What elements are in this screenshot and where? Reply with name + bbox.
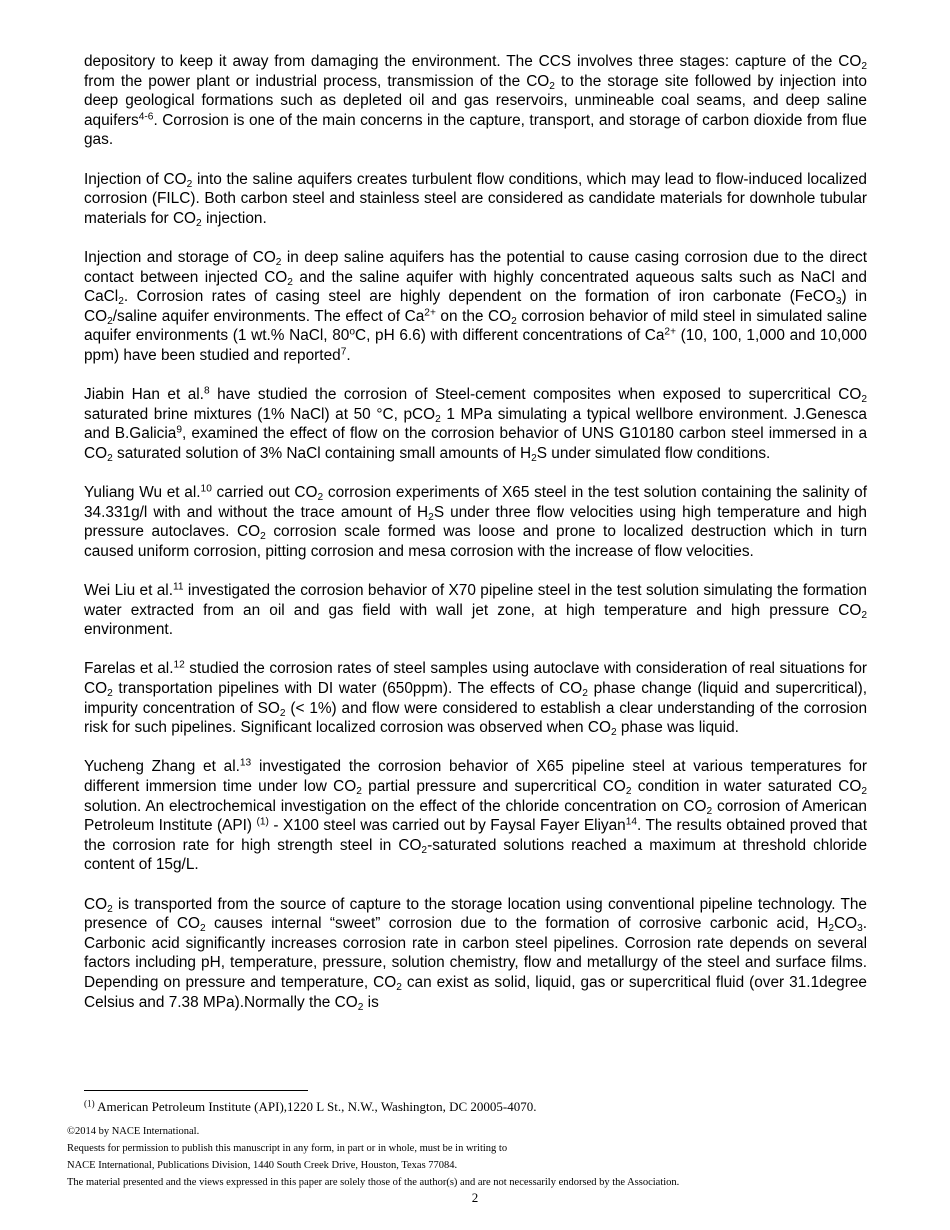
subscript: 2 [107,687,113,699]
text-run: can exist as solid, liquid, gas or supercritical fluid (over 31.1degree Celsius and 7.38 MPa).Normally the CO [84,973,867,1011]
text-run: Injection and storage of CO [84,248,276,266]
text-run: (< 1%) and flow were considered to establish a clear understanding of the corrosion risk for such pipelines. Significant localized corrosion was observed when CO [84,699,868,737]
text-run: investigated the corrosion behavior of X65 pipeline steel at various temperatures for different immersion time under low CO [84,758,867,795]
text-run: Yucheng Zhang et al. [84,758,240,776]
text-run: Injection of CO [84,170,187,188]
text-run: transportation pipelines with DI water (650ppm). The effects of CO [112,680,583,697]
subscript: 3 [835,295,842,307]
superscript: 7 [340,346,347,358]
paragraph-saline-aquifer-casing [84,248,867,366]
text-run: . Corrosion is one of the main concerns in the capture, transport, and storage of carbon dioxide from flue gas. [84,111,867,149]
subscript: 2 [861,60,867,72]
text-run: saturated solution of 3% NaCl containing small amounts of H [112,444,532,462]
subscript: 2 [549,80,555,92]
subscript: 2 [196,217,202,229]
subscript: 2 [107,903,113,915]
paragraph-wu [84,483,867,561]
superscript: 2+ [424,307,436,319]
text-run: Farelas et al. [84,660,174,678]
subscript: 2 [356,785,362,797]
text-run: . Carbonic acid significantly increases corrosion rate in carbon steel pipelines. Corrosion rate depends on several factors including pH, temperature, pressure, solution chemistry, flow and metallurgy of the steel and surface films. Depending on pressure and temperature, CO [84,915,868,991]
subscript: 2 [828,922,834,934]
text-run: ) in CO [84,288,867,325]
superscript: 8 [203,385,210,397]
text-run: environment. [84,621,173,639]
paragraph-liu [84,581,867,640]
superscript: 2+ [664,326,677,338]
text-run: to the storage site followed by injection into deep geological formations such as depleted oil and gas reservoirs, unmineable coal seams, and deep saline aquifers [84,72,867,129]
subscript: 2 [531,452,537,464]
text-run: studied the corrosion rates of steel samples using autoclave with consideration of real situations for CO [84,660,868,697]
text-run: causes internal “sweet” corrosion due to the formation of corrosive carbonic acid, H [205,915,829,933]
footnote-marker: (1) [84,1098,95,1109]
text-run: corrosion of American Petroleum Institute (API) [84,797,867,835]
text-run: is transported from the source of capture to the storage location using conventional pipeline technology. The presence of CO [84,895,867,933]
footnote-divider [84,1090,308,1091]
subscript: 2 [107,315,113,327]
subscript: 2 [118,295,124,307]
superscript: 11 [173,581,184,593]
text-run: is [363,993,379,1011]
text-run: phase was liquid. [616,719,739,737]
subscript: 2 [186,178,193,190]
subscript: 2 [861,785,867,797]
superscript: 12 [173,659,185,671]
superscript: 13 [239,757,252,769]
subscript: 2 [107,452,113,464]
text-run: . The results obtained proved that the corrosion rate for high strength steel in CO [84,817,867,854]
subscript: 2 [275,256,282,268]
text-run: carried out CO [211,484,318,502]
text-run: CO [833,915,858,933]
text-run: CO [84,895,108,913]
paragraph-flow-induced-corrosion [84,170,867,229]
superscript: 10 [200,483,212,495]
text-run: in deep saline aquifers has the potential to cause casing corrosion due to the direct contact between injected CO [84,248,867,286]
subscript: 2 [421,844,428,856]
subscript: 2 [428,511,434,523]
subscript: 2 [861,609,867,621]
subscript: 2 [396,981,402,993]
subscript: 2 [511,315,517,327]
body-text [84,52,867,1032]
subscript: 2 [582,687,588,699]
subscript: 2 [610,727,617,739]
text-run: phase change (liquid and supercritical), impurity concentration of SO [84,680,867,717]
subscript: 2 [317,491,324,503]
paragraph-farelas [84,659,867,737]
subscript: 2 [260,531,266,543]
text-run: Jiabin Han et al. [84,386,204,404]
text-run: (10, 100, 1,000 and 10,000 ppm) have been studied and reported [84,327,867,364]
subscript: 2 [706,805,713,817]
paragraph-ccs-stages [84,52,867,150]
text-run: from the power plant or industrial process, transmission of the CO [84,72,550,90]
footnote [84,1099,537,1115]
text-run: injection. [201,209,267,227]
text-run: S under three flow velocities using high temperature and high pressure autoclaves. CO [84,503,867,541]
superscript: (1) [256,816,269,828]
text-run: condition in water saturated CO [631,777,862,795]
text-run: Yuliang Wu et al. [84,484,201,502]
subscript: 2 [861,393,867,405]
text-run: solution. An electrochemical investigation on the effect of the chloride concentration on CO [84,797,707,815]
text-run: S under simulated flow conditions. [536,444,771,462]
text-run: . [346,346,351,364]
disclaimer-line: The material presented and the views expressed in this paper are solely those of the author(s) and are not necessarily endorsed by the Association. [67,1177,680,1188]
subscript: 2 [625,785,632,797]
subscript: 2 [357,1001,364,1013]
text-run: -saturated solutions reached a maximum at threshold chloride content of 15g/L. [84,836,867,874]
subscript: 2 [279,707,286,719]
copyright-notice [67,1123,679,1191]
superscript: o [349,326,355,338]
text-run: 1 MPa simulating a typical wellbore environment. J.Genesca and B.Galicia [84,405,867,443]
text-run: on the CO [435,307,512,325]
text-run: and the saline aquifer with highly concentrated aqueous salts such as NaCl and CaCl [84,268,867,306]
text-run: , examined the effect of flow on the corrosion behavior of UNS G10180 carbon steel immersed in a CO [84,425,868,462]
page-number: 2 [471,1190,479,1205]
subscript: 2 [435,413,441,425]
text-run: saturated brine mixtures (1% NaCl) at 50 °C, pCO [84,405,436,423]
text-run: depository to keep it away from damaging the environment. The CCS involves three stages: capture of the CO [84,53,862,70]
superscript: 14 [625,816,638,828]
paragraph-han-genesca [84,385,867,463]
text-run: have studied the corrosion of Steel-cement composites when exposed to supercritical CO [209,386,862,404]
subscript: 2 [287,276,293,288]
text-run: /saline aquifer environments. The effect of Ca [112,307,425,325]
permission-line: Requests for permission to publish this manuscript in any form, in part or in whole, must be in writing to [67,1143,508,1154]
copyright-line: ©2014 by NACE International. [67,1126,200,1137]
text-run: into the saline aquifers creates turbulent flow conditions, which may lead to flow-induced localized corrosion (FILC). Both carbon steel and stainless steel are considered as candidate materials for downhole tubular materials for CO [84,170,867,227]
subscript: 3 [857,922,863,934]
text-run: corrosion experiments of X65 steel in the test solution containing the salinity of 34.331g/l with and without the trace amount of H [84,484,867,521]
superscript: 4-6 [138,111,154,123]
text-run: C, pH 6.6) with different concentrations of Ca [354,327,665,345]
text-run: corrosion behavior of mild steel in simulated saline aquifer environments (1 wt.% NaCl, 80 [84,307,868,345]
paragraph-zhang-eliyan [84,757,867,875]
superscript: 9 [176,424,183,436]
paragraph-co2-transport [84,895,867,1013]
subscript: 2 [199,922,206,934]
text-run: - X100 steel was carried out by Faysal Fayer Eliyan [268,817,626,835]
text-run: investigated the corrosion behavior of X70 pipeline steel in the test solution simulating the formation water extracted from an oil and gas field with wall jet zone, at high temperature and high pressure CO [84,582,867,619]
text-run: partial pressure and supercritical CO [361,777,626,795]
text-run: . Corrosion rates of casing steel are highly dependent on the formation of iron carbonate (FeCO [123,288,836,306]
text-run: corrosion scale formed was loose and prone to localized destruction which in turn caused uniform corrosion, pitting corrosion and mesa corrosion with the increase of flow velocities. [84,523,868,560]
text-run: Wei Liu et al. [84,582,173,600]
address-line: NACE International, Publications Division, 1440 South Creek Drive, Houston, Texas 77084. [67,1160,458,1171]
footnote-text: American Petroleum Institute (API),1220 L St., N.W., Washington, DC 20005-4070. [94,1099,537,1114]
